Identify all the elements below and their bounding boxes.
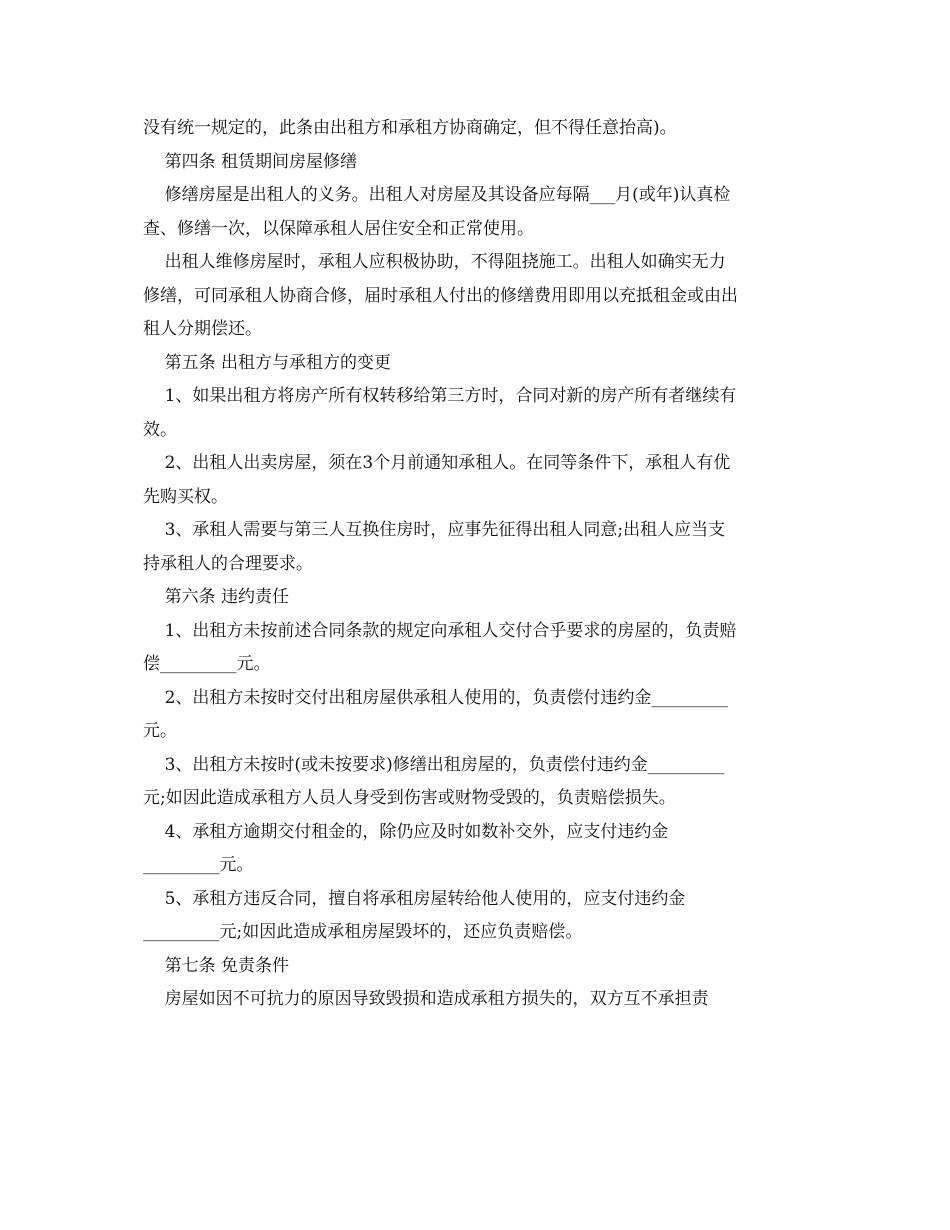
text-line: _________元;如因此造成承租房屋毁坏的，还应负责赔偿。 bbox=[143, 922, 583, 942]
text-line: 先购买权。 bbox=[143, 486, 228, 507]
article-heading-4: 第四条 租赁期间房屋修缮 bbox=[143, 151, 358, 172]
article-heading-6: 第六条 违约责任 bbox=[143, 587, 290, 607]
text-line: 5、承租方违反合同，擅自将承租房屋转给他人使用的，应支付违约金 bbox=[143, 888, 686, 909]
text-line: 2、出租人出卖房屋，须在3个月前通知承租人。在同等条件下，承租人有优 bbox=[143, 453, 731, 473]
text-line: 查、修缮一次，以保障承租人居住安全和正常使用。 bbox=[143, 218, 534, 239]
text-line: 出租人维修房屋时，承租人应积极协助，不得阻挠施工。出租人如确实无力 bbox=[143, 252, 726, 272]
document-body bbox=[143, 112, 811, 1017]
text-line: 4、承租方逾期交付租金的，除仍应及时如数补交外，应支付违约金 bbox=[143, 821, 669, 842]
text-line: 1、出租方未按前述合同条款的规定向承租人交付合乎要求的房屋的，负责赔 bbox=[143, 620, 737, 641]
article-heading-7: 第七条 免责条件 bbox=[143, 955, 290, 976]
text-line: 房屋如因不可抗力的原因导致毁损和造成承租方损失的，双方互不承担责 bbox=[143, 989, 709, 1009]
text-line: 效。 bbox=[143, 419, 177, 440]
text-line: 修缮，可同承租人协商合修，届时承租人付出的修缮费用即用以充抵租金或由出 bbox=[143, 285, 738, 306]
text-line: 修缮房屋是出租人的义务。出租人对房屋及其设备应每隔___月(或年)认真检 bbox=[143, 185, 731, 205]
text-line: 3、承租人需要与第三人互换住房时，应事先征得出租人同意;出租人应当支 bbox=[143, 520, 726, 540]
text-line: _________元。 bbox=[143, 855, 254, 875]
text-line: 1、如果出租方将房产所有权转移给第三方时，合同对新的房产所有者继续有 bbox=[143, 386, 737, 406]
text-line: 偿_________元。 bbox=[143, 654, 271, 674]
text-line: 租人分期偿还。 bbox=[143, 319, 262, 339]
text-line: 3、出租方未按时(或未按要求)修缮出租房屋的，负责偿付违约金_________ bbox=[143, 754, 725, 775]
text-line: 元。 bbox=[143, 721, 177, 741]
text-line: 没有统一规定的，此条由出租方和承租方协商确定，但不得任意抬高)。 bbox=[143, 118, 677, 138]
text-line: 2、出租方未按时交付出租房屋供承租人使用的，负责偿付违约金_________ bbox=[143, 687, 728, 708]
article-heading-5: 第五条 出租方与承租方的变更 bbox=[143, 352, 392, 373]
text-line: 元;如因此造成承租方人员人身受到伤害或财物受毁的，负责赔偿损失。 bbox=[143, 788, 676, 808]
text-line: 持承租人的合理要求。 bbox=[143, 553, 313, 574]
